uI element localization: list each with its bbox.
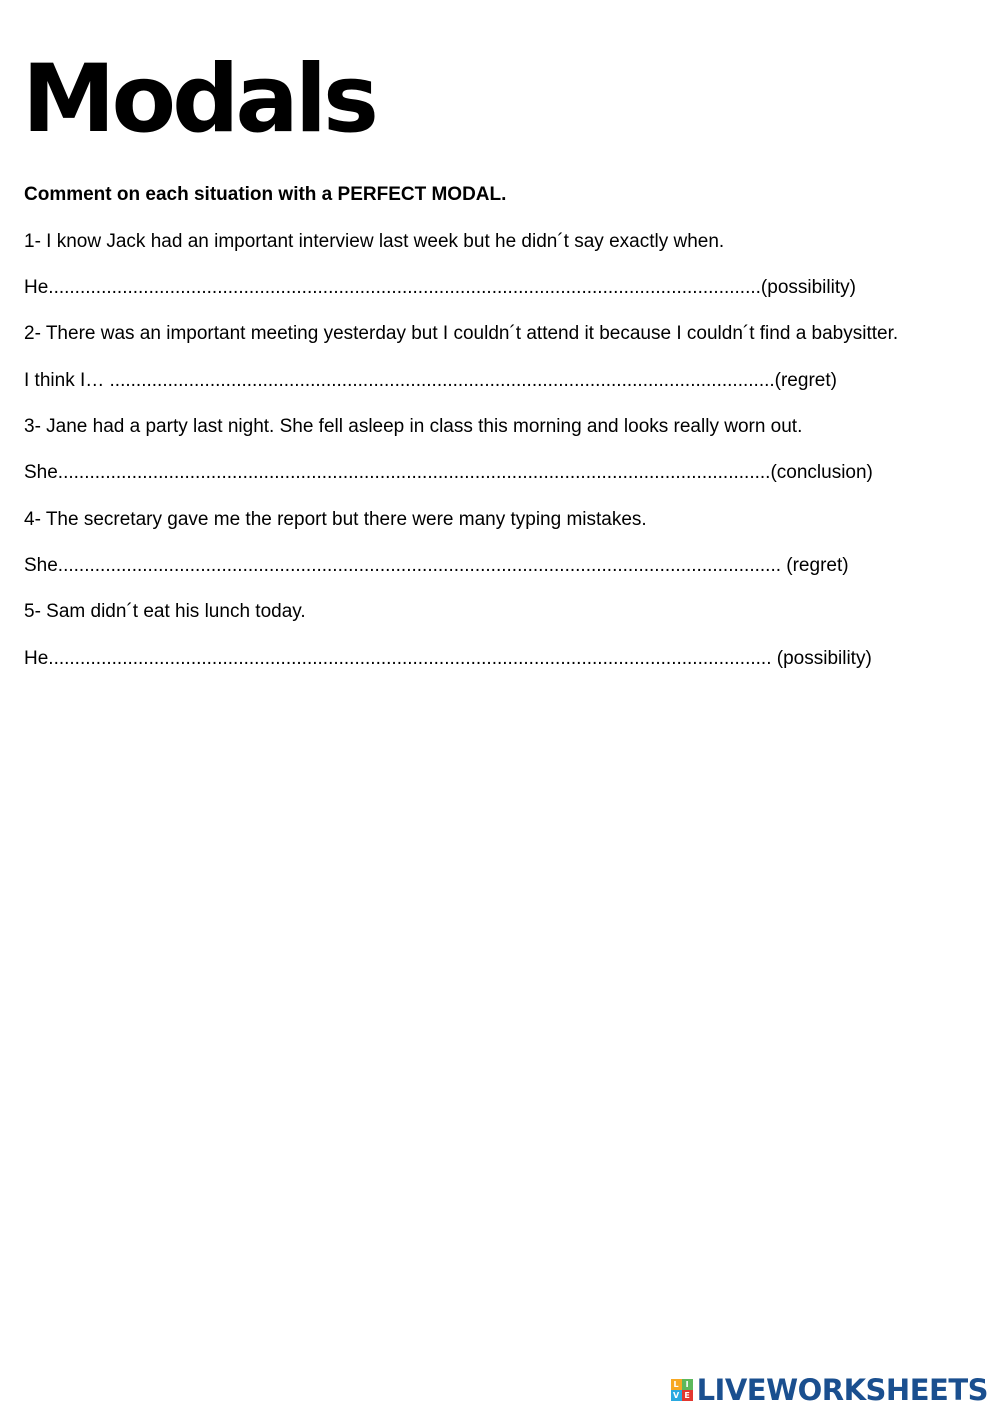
logo-letter-e: E: [682, 1390, 693, 1401]
liveworksheets-brand: [671, 1374, 988, 1406]
logo-letter-i: I: [682, 1379, 693, 1390]
liveworksheets-logo-icon: [671, 1379, 693, 1401]
answer-line-3: She.......................................................................................................................................(conclusion): [24, 462, 873, 483]
logo-letter-l: L: [671, 1379, 682, 1390]
answer-line-4: She......................................................................................................................................... (regret): [24, 555, 849, 576]
situation-3: 3- Jane had a party last night. She fell asleep in class this morning and looks really worn out.: [24, 416, 803, 437]
logo-letter-v: V: [671, 1390, 682, 1401]
situation-2: 2- There was an important meeting yesterday but I couldn´t attend it because I couldn´t find a babysitter.: [24, 323, 899, 344]
brand-name: LIVEWORKSHEETS: [696, 1373, 988, 1407]
situation-1: 1- I know Jack had an important interview last week but he didn´t say exactly when.: [24, 231, 725, 252]
answer-line-1: He.......................................................................................................................................(possibility): [24, 277, 856, 298]
worksheet-title: Modals: [22, 45, 376, 154]
situation-5: 5- Sam didn´t eat his lunch today.: [24, 601, 306, 622]
situation-4: 4- The secretary gave me the report but there were many typing mistakes.: [24, 509, 647, 530]
answer-line-5: He......................................................................................................................................... (possibility): [24, 648, 872, 669]
answer-line-2: I think I… ..............................................................................................................................(regret): [24, 370, 837, 391]
instruction-text: Comment on each situation with a PERFECT MODAL.: [24, 184, 507, 205]
